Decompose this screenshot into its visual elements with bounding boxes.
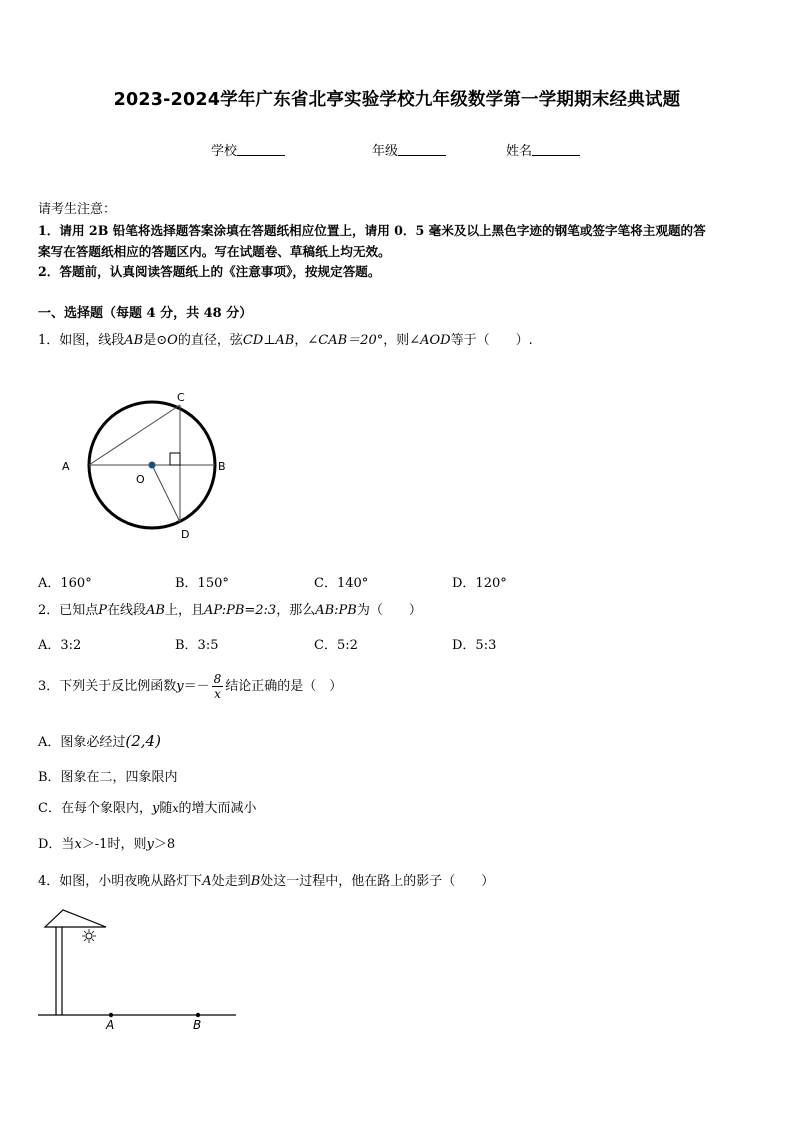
q3-fraction bbox=[212, 672, 224, 701]
q3-option-c-y: y bbox=[151, 801, 160, 816]
q2-text: 为（ ） bbox=[356, 603, 422, 618]
name-field[interactable] bbox=[506, 140, 580, 159]
q3-option-a-point: (2,4) bbox=[125, 732, 161, 750]
q3-option-b[interactable]: B．图象在二，四象限内 bbox=[38, 770, 178, 785]
q2-ratio: AP:PB=2:3 bbox=[204, 603, 277, 618]
q3-option-a[interactable] bbox=[38, 731, 161, 753]
q4-text: 处走到 bbox=[211, 874, 251, 889]
q4-text: 处这一过程中，他在路上的影子（ ） bbox=[260, 874, 495, 889]
q2-option-b[interactable]: B．3:5 bbox=[175, 638, 219, 653]
grade-field[interactable] bbox=[372, 140, 446, 159]
point-b bbox=[196, 1013, 200, 1017]
q1-text: 1．如图，线段 bbox=[38, 333, 125, 348]
notice-line-2: 2．答题前，认真阅读答题纸上的《注意事项》，按规定答题。 bbox=[38, 264, 381, 279]
label-b: B bbox=[193, 1018, 202, 1032]
q1-circle-figure bbox=[50, 385, 250, 550]
q2-option-a[interactable]: A．3:2 bbox=[38, 638, 82, 653]
q2-text: ，那么 bbox=[276, 603, 316, 618]
q3-numerator: 8 bbox=[213, 672, 222, 686]
q1-cd-perp-ab: CD⊥AB bbox=[242, 333, 295, 348]
label-c: C bbox=[177, 391, 185, 404]
q2-ask: AB:PB bbox=[315, 603, 357, 618]
notice-heading: 请考生注意： bbox=[38, 202, 117, 217]
q3-eq: ＝－ bbox=[183, 679, 210, 694]
point-a bbox=[109, 1013, 113, 1017]
grade-blank[interactable] bbox=[398, 143, 446, 156]
q3-option-c-text: 随 bbox=[159, 801, 173, 816]
q2-text: 在线段 bbox=[107, 603, 147, 618]
notice-line-1: 1．请用 2B 铅笔将选择题答案涂填在答题纸相应位置上，请用 0．5 毫米及以上黑色字迹的钢笔或签字笔将主观题的答 bbox=[38, 223, 706, 238]
section-choice-heading: 一、选择题（每题 4 分，共 48 分） bbox=[38, 306, 253, 321]
name-label: 姓名 bbox=[506, 144, 533, 159]
q1-angle-cab: ∠CAB＝20° bbox=[307, 333, 384, 348]
q3-option-c-x: x bbox=[172, 802, 179, 815]
q3-text: 3．下列关于反比例函数 bbox=[38, 679, 177, 694]
q3-option-c[interactable] bbox=[38, 799, 257, 819]
q3-denominator: x bbox=[214, 687, 221, 701]
q3-option-d-text: D．当 bbox=[38, 837, 75, 852]
label-o: O bbox=[136, 473, 145, 486]
q3-option-d-text: 时，则 bbox=[107, 837, 147, 852]
q1-option-a[interactable]: A．160° bbox=[38, 576, 92, 591]
lamp-bulb-icon bbox=[82, 929, 96, 943]
q3-option-d-res: ＞8 bbox=[153, 837, 176, 852]
q1-text: 是⊙ bbox=[143, 333, 168, 348]
q3-y: y bbox=[176, 679, 184, 694]
q1-ab: AB bbox=[124, 333, 144, 348]
q4-text: 4．如图，小明夜晚从路灯下 bbox=[38, 874, 203, 889]
school-label: 学校 bbox=[211, 144, 238, 159]
q2-text: 2．已知点 bbox=[38, 603, 99, 618]
lamp-shade bbox=[45, 910, 106, 927]
segment-od bbox=[152, 465, 180, 522]
q3-option-d-y: y bbox=[146, 837, 154, 852]
q1-option-c[interactable]: C．140° bbox=[314, 576, 369, 591]
question-4 bbox=[38, 872, 494, 892]
center-point-o bbox=[149, 462, 156, 469]
question-1 bbox=[38, 331, 533, 351]
question-3 bbox=[38, 670, 342, 704]
label-d: D bbox=[181, 528, 190, 541]
q2-option-c[interactable]: C．5:2 bbox=[314, 638, 358, 653]
q1-o: O bbox=[167, 333, 178, 348]
school-blank[interactable] bbox=[237, 143, 285, 156]
q1-option-d[interactable]: D．120° bbox=[452, 576, 507, 591]
q3-option-d-x: x bbox=[74, 837, 82, 852]
segment-ac bbox=[89, 405, 180, 465]
q4-streetlight-figure bbox=[34, 905, 244, 1035]
q3-option-d[interactable] bbox=[38, 835, 175, 855]
q3-option-a-text: A．图象必经过 bbox=[38, 735, 126, 750]
q2-option-d[interactable]: D．5:3 bbox=[452, 638, 497, 653]
label-a: A bbox=[62, 460, 70, 473]
question-2 bbox=[38, 601, 422, 621]
right-angle-mark bbox=[170, 453, 180, 465]
grade-label: 年级 bbox=[372, 144, 399, 159]
q3-text: 结论正确的是（ ） bbox=[225, 679, 343, 694]
q2-ab: AB bbox=[146, 603, 165, 618]
q1-text: 的直径，弦 bbox=[177, 333, 243, 348]
notice-line-1b: 案写在答题纸相应的答题区内。写在试题卷、草稿纸上均无效。 bbox=[38, 244, 391, 259]
school-field[interactable] bbox=[211, 140, 285, 159]
q1-text: ，则 bbox=[383, 333, 410, 348]
q4-b: B bbox=[250, 874, 261, 889]
q2-text: 上，且 bbox=[165, 603, 205, 618]
q4-a: A bbox=[202, 874, 212, 889]
q2-p: P bbox=[98, 603, 108, 618]
page-title: 2023-2024学年广东省北亭实验学校九年级数学第一学期期末经典试题 bbox=[113, 90, 681, 110]
label-b: B bbox=[218, 460, 226, 473]
q3-option-c-text: 的增大而减小 bbox=[178, 801, 257, 816]
q1-angle-aod: ∠AOD bbox=[409, 333, 451, 348]
q3-option-c-text: C．在每个象限内， bbox=[38, 801, 152, 816]
label-a: A bbox=[106, 1018, 115, 1032]
q1-text: ， bbox=[294, 333, 308, 348]
name-blank[interactable] bbox=[532, 143, 580, 156]
q1-text: 等于（ ）. bbox=[450, 333, 533, 348]
q1-option-b[interactable]: B．150° bbox=[175, 576, 229, 591]
q3-option-d-cond: ＞-1 bbox=[81, 837, 108, 852]
